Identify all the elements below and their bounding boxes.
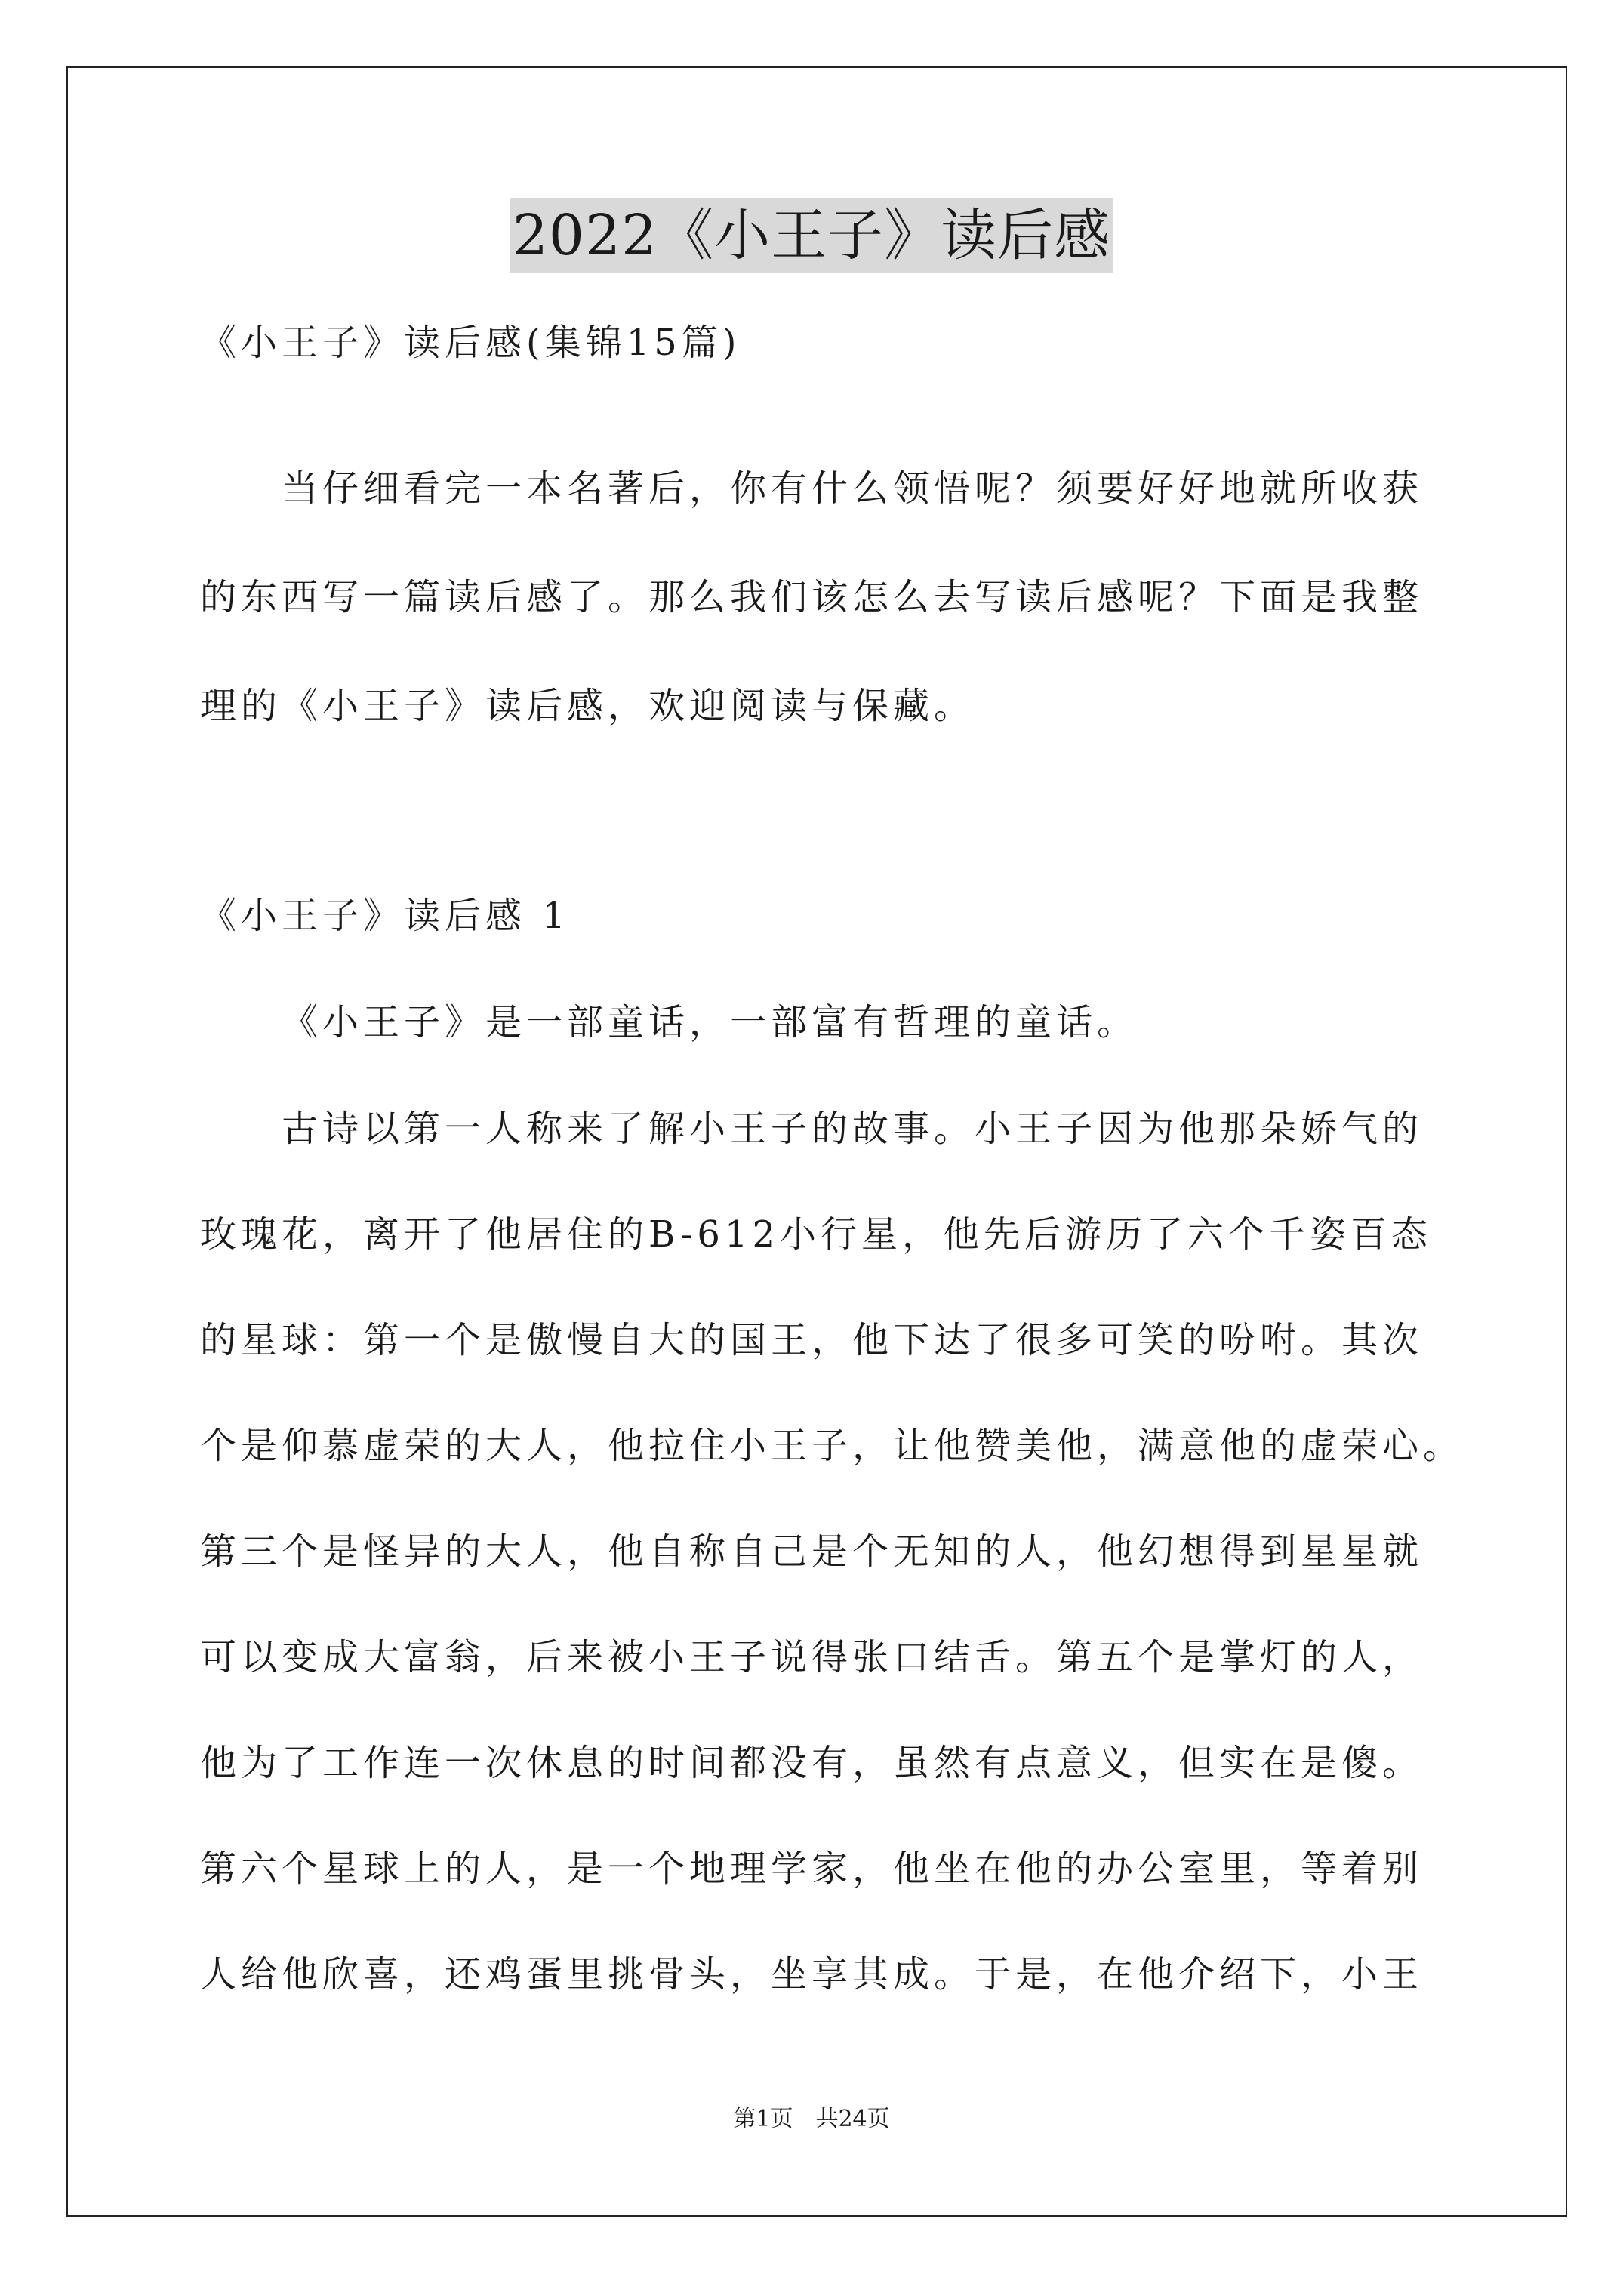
paragraph-line: 第三个是怪异的大人，他自称自己是个无知的人，他幻想得到星星就 xyxy=(200,1530,1424,1573)
intro-line: 当仔细看完一本名著后，你有什么领悟呢？须要好好地就所收获 xyxy=(282,467,1424,510)
paragraph-line: 的星球：第一个是傲慢自大的国王，他下达了很多可笑的吩咐。其次 xyxy=(200,1319,1424,1361)
paragraph-line: 玫瑰花，离开了他居住的B-612小行星，他先后游历了六个千姿百态 xyxy=(200,1213,1433,1256)
document-title-container xyxy=(0,198,1623,273)
paragraph-line: 可以变成大富翁，后来被小王子说得张口结舌。第五个是掌灯的人， xyxy=(200,1636,1424,1678)
document-title: 2022《小王子》读后感 xyxy=(510,198,1113,273)
subtitle: 《小王子》读后感(集锦15篇) xyxy=(200,322,741,364)
intro-line: 理的《小王子》读后感，欢迎阅读与保藏。 xyxy=(200,685,975,727)
page-footer: 第1页 共24页 xyxy=(733,2106,890,2132)
paragraph-line: 个是仰慕虚荣的大人，他拉住小王子，让他赞美他，满意他的虚荣心。 xyxy=(200,1425,1464,1467)
paragraph-line: 古诗以第一人称来了解小王子的故事。小王子因为他那朵娇气的 xyxy=(282,1108,1424,1150)
paragraph-line: 他为了工作连一次休息的时间都没有，虽然有点意义，但实在是傻。 xyxy=(200,1742,1424,1784)
paragraph-line: 第六个星球上的人，是一个地理学家，他坐在他的办公室里，等着别 xyxy=(200,1848,1424,1890)
paragraph-line: 《小王子》是一部童话，一部富有哲理的童话。 xyxy=(282,1001,1138,1043)
intro-line: 的东西写一篇读后感了。那么我们该怎么去写读后感呢？下面是我整 xyxy=(200,576,1424,618)
section-heading: 《小王子》读后感 1 xyxy=(200,895,570,937)
paragraph-line: 人给他欣喜，还鸡蛋里挑骨头，坐享其成。于是，在他介绍下，小王 xyxy=(200,1953,1424,1996)
